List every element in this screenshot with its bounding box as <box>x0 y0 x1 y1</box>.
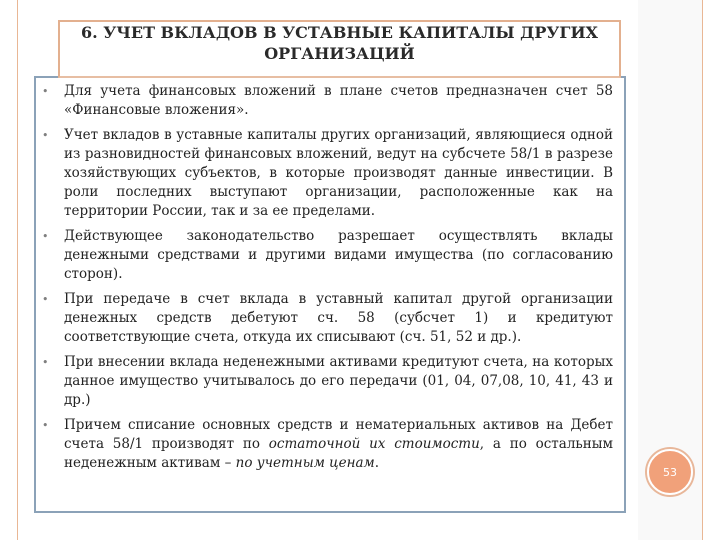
bullet-item <box>42 290 613 347</box>
bullet-marker: • <box>42 419 49 432</box>
bullet-marker: • <box>42 129 49 142</box>
bullet-item <box>42 126 613 221</box>
bullet-marker: • <box>42 230 49 243</box>
slide-title-line-2: ОРГАНИЗАЦИЙ <box>264 44 415 63</box>
bullet-list <box>42 82 613 479</box>
page-number: 53 <box>663 465 677 479</box>
bullet-item <box>42 416 613 473</box>
right-border-line <box>702 0 703 540</box>
bullet-text-part: . <box>374 455 380 471</box>
bullet-marker: • <box>42 293 49 306</box>
left-border-line <box>17 0 18 540</box>
bullet-item <box>42 353 613 410</box>
bullet-text: При внесении вклада неденежными активами кредитуют счета, на которых данное имущество учитывалось до его передачи (01, 04, 07,08, 10, 41, 43 и др.) <box>64 354 613 408</box>
page-number-badge <box>647 449 693 495</box>
bullet-text: При передаче в счет вклада в уставный капитал другой организации денежных средств дебетуют сч. 58 (субсчет 1) и кредитуют соответствующие счета, откуда их списывают (сч. 51, 52 и др.). <box>64 291 613 345</box>
bullet-text-part: , а по остальным неденежным активам – <box>64 436 613 471</box>
bullet-text: Учет вкладов в уставные капиталы других организаций, являющиеся одной из разновидностей финансовых вложений, ведут на субсчете 58/1 в разрезе хозяйствующих субъектов, в которые производят данные инвестиции. В роли последних выступают организации, расположенные как на территории России, так и за ее пределами. <box>64 127 613 219</box>
bullet-item <box>42 227 613 284</box>
bullet-text: Для учета финансовых вложений в плане счетов предназначен счет 58 «Финансовые вложения». <box>64 83 613 118</box>
slide-title-line-1: 6. УЧЕТ ВКЛАДОВ В УСТАВНЫЕ КАПИТАЛЫ ДРУГИХ <box>81 23 598 42</box>
bullet-text-part: Причем списание основных средств и нематериальных активов на Дебет счета 58/1 производят по <box>64 417 613 452</box>
bullet-text: Действующее законодательство разрешает осуществлять вклады денежными средствами и другими видами имущества (по согласованию сторон). <box>64 228 613 282</box>
slide-title <box>58 22 621 64</box>
bullet-marker: • <box>42 356 49 369</box>
bullet-text-emphasis: по учетным ценам <box>235 455 375 471</box>
bullet-marker: • <box>42 85 49 98</box>
bullet-item <box>42 82 613 120</box>
bullet-text-emphasis: остаточной их стоимости <box>268 436 480 452</box>
